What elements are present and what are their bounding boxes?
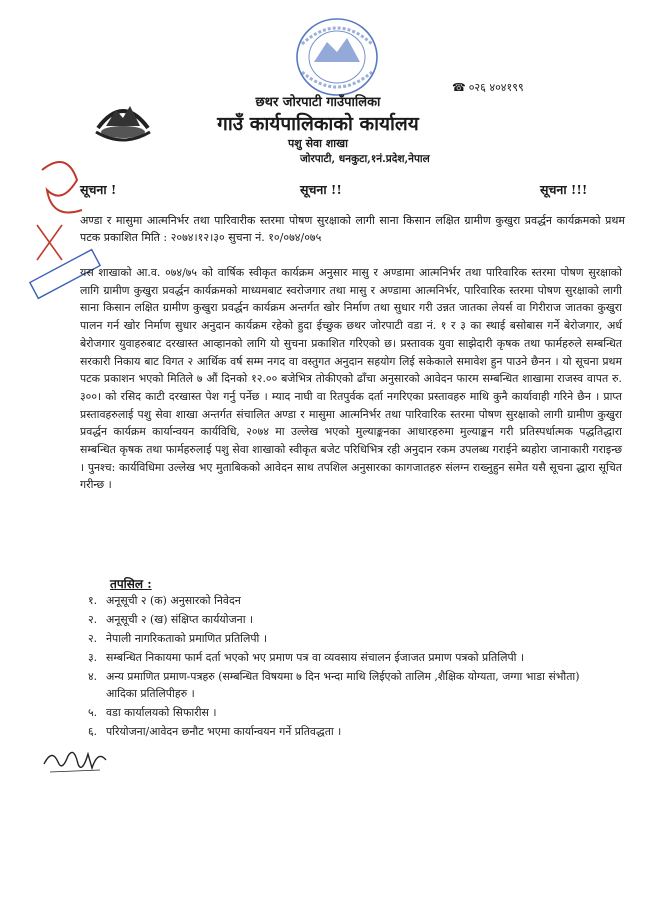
list-item-number: १.: [88, 594, 98, 607]
list-item-text: नेपाली नागरिकताको प्रमाणित प्रतिलिपी ।: [106, 632, 267, 645]
municipality-name: छथर जोरपाटी गाउँपालिका: [255, 95, 381, 110]
office-address: जोरपाटी, धनकुटा,१नं.प्रदेश,नेपाल: [300, 153, 430, 165]
list-item-number: ५.: [88, 706, 98, 719]
branch-name: पशु सेवा शाखा: [288, 137, 348, 150]
phone-icon: ☎: [452, 81, 466, 94]
list-item: [88, 649, 608, 666]
notice-label-2: सूचना !!: [300, 182, 342, 197]
notice-label-1: सूचना !: [80, 182, 117, 197]
list-item-text: अनूसूची २ (ख) संक्षिप्त कार्ययोजना ।: [106, 613, 254, 626]
list-item-text: सम्बन्धित निकायमा फार्म दर्ता भएको भए प्रमाण पत्र वा व्यवसाय संचालन ईजाजत प्रमाण पत्रको प्रतिलिपी ।: [106, 651, 525, 664]
list-item: [88, 668, 608, 702]
list-item-number: २.: [88, 632, 98, 645]
list-item: [88, 723, 608, 740]
attachments-title: तपसिल :: [110, 577, 152, 591]
phone-text: ०२६ ४०४१९९: [468, 81, 524, 94]
notice-label-3: सूचना !!!: [540, 182, 588, 197]
list-item-text: वडा कार्यालयको सिफारीस ।: [106, 706, 217, 719]
list-item-text: अनूसूची २ (क) अनुसारको निवेदन: [106, 594, 241, 607]
list-item-number: ६.: [88, 725, 98, 738]
office-seal-stamp: [292, 14, 382, 100]
signature: [40, 742, 110, 778]
notice-subject: अण्डा र मासुमा आत्मनिर्भर तथा पारिवारीक स्तरमा पोषण सुरक्षाको लागी साना किसान लक्षित ग्रामीण कुखुरा प्रवर्द्धन कार्यक्रमको प्रथम पटक प्रकाशित मिति : २०७४।१२।३० सुचना नं. १०/०७४/०७५: [80, 214, 625, 244]
office-title: गाउँ कार्यपालिकाको कार्यालय: [217, 113, 419, 135]
list-item-text: अन्य प्रमाणित प्रमाण-पत्रहरु (सम्बन्धित विषयमा ७ दिन भन्दा माथि लिईएको तालिम ,शैक्षिक योग्यता, जग्गा भाडा संभौता) आदिका प्रतिलिपीहरु ।: [106, 670, 580, 700]
list-item-number: २.: [88, 613, 98, 626]
list-item-number: ४.: [88, 670, 98, 683]
list-item: [88, 704, 608, 721]
list-item: [88, 611, 608, 628]
attachments-list: [88, 592, 608, 742]
list-item-number: ३.: [88, 651, 98, 664]
notice-body: यस शाखाको आ.व. ०७४/७५ को वार्षिक स्वीकृत कार्यक्रम अनुसार मासु र अण्डामा आत्मनिर्भर तथा पारिवारिक स्तरमा पोषण सुरक्षाको लागि ग्रामीण कुखुरा प्रवर्द्धन कार्यक्रमको माध्यमबाट स्वरोजगार तथा मासु र अण्डामा आत्मनिर्भर, पारिवारिक स्तरमा पोषण सुरक्षाको लागी साना किसान लक्षित ग्रामीण कुखुरा प्रवर्द्धन कार्यक्रम अन्तर्गत खोर निर्माण तथा सुधार गरी उन्नत जातका लेयर्स वा गिरीराज जातका कुखुरा पालन गर्न खोर निर्माण सुधार अनुदान कार्यक्रम रहेको हुदा ईच्छुक छथर जोरपाटी वडा नं. १ र ३ का स्थाई बसोबास गर्ने बेरोजगार, अर्ध बेरोजगार युवाहरुबाट दरखास्त आव्हानको लागि यो सुचना प्रकाशित गरिएको छ। प्रस्तावक युवा साझेदारी कृषक तथा फार्महरुले सम्बन्धित सरकारी निकाय बाट विगत २ आर्थिक वर्ष सम्म नगद वा वस्तुगत अनुदान सहयोग लिई सकेकाले समावेश हुन पाउने छैनन । यो सूचना प्रथम पटक प्रकाशन भएको मितिले ७ औं दिनको १२.०० बजेभित्र तोकीएको ढाँचा अनुसारको आवेदन फारम सम्बन्धित शाखामा राजस्व वापत रु. ३००। को रसिद काटी दरखास्त पेश गर्नु पर्नेछ । म्याद नाघी वा रितपुर्वक दर्ता नगरिएका प्रस्तावहरु माथि कुनै कार्यावाही गरिने छैन । प्राप्त प्रस्तावहरुलाई पशु सेवा शाखा अन्तर्गत संचालित अण्डा र मासुमा आत्मनिर्भर तथा पारिवारिक स्तरमा पोषण सुरक्षाको लागी ग्रामीण कुखुरा प्रवर्द्धन कार्यक्रम कार्यान्वयन कार्यविधि, २०७४ मा उल्लेख भएको मुल्याङ्कनका आधारहरुमा मुल्याङ्कन गरी प्रतिस्पर्धात्मक पद्धतिद्धारा सम्बन्धित कृषक तथा फार्महरुलाई पशु सेवा शाखाको स्वीकृत बजेट परिधिभित्र रही अनुदान रकम उपलब्ध गराईने ब्यहोरा जानाकारी गराइन्छ । पुनश्च: कार्यविधिमा उल्लेख भए मुताबिकको आवेदन साथ तपशिल अनुसारका कागजातहरु संलग्न राख्नुहुन समेत यसै सूचना द्धारा सूचित गरीन्छ ।: [80, 266, 622, 492]
list-item: [88, 630, 608, 647]
list-item-text: परियोजना/आवेदन छनौट भएमा कार्यान्वयन गर्ने प्रतिवद्धता ।: [106, 725, 342, 738]
list-item: [88, 592, 608, 609]
